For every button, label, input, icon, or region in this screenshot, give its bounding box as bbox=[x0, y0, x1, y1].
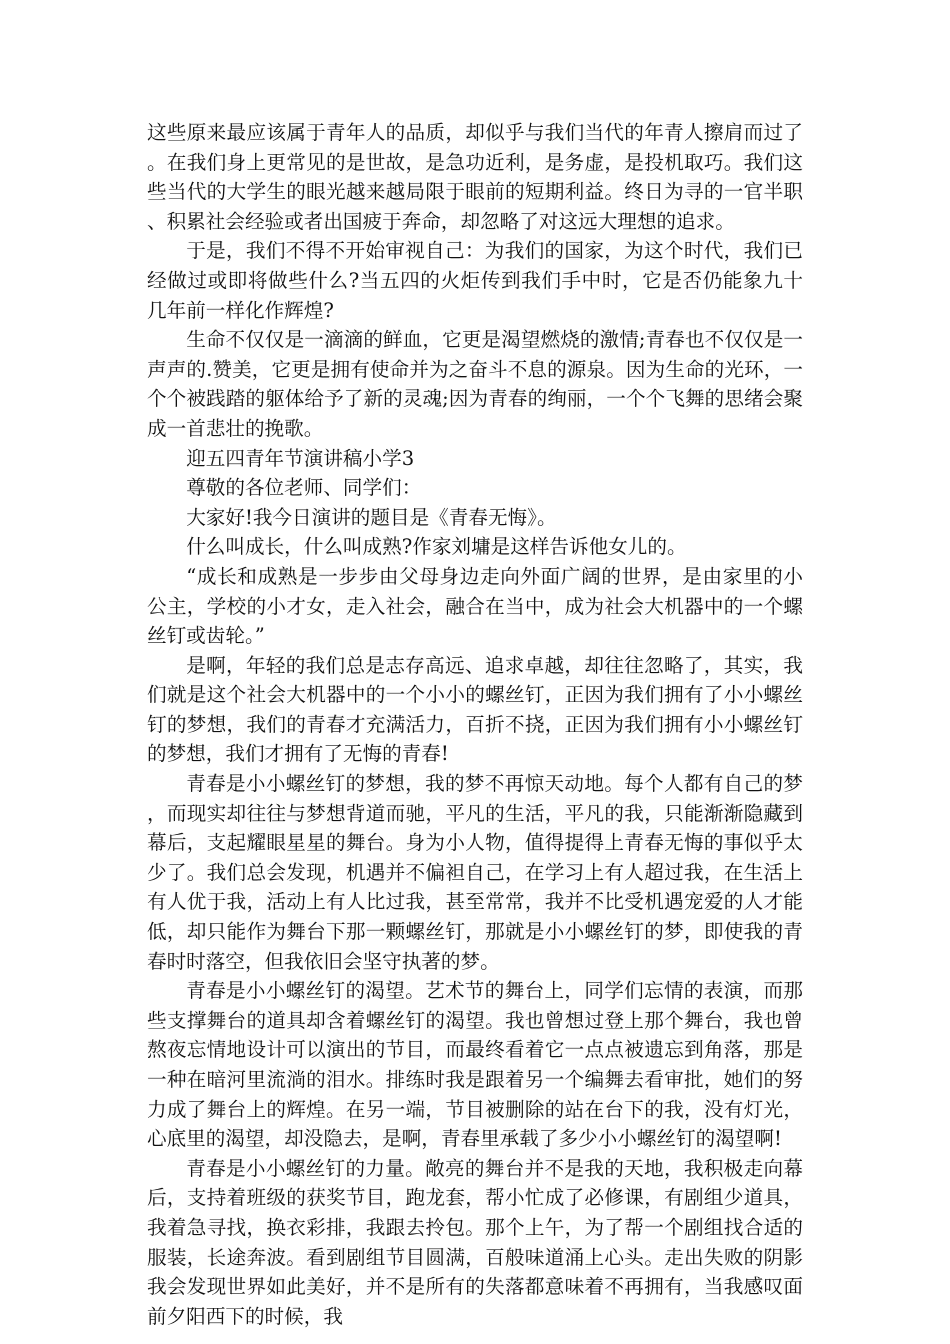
paragraph-3: 生命不仅仅是一滴滴的鲜血，它更是渴望燃烧的激情;青春也不仅仅是一声声的.赞美，它更是拥有使命并为之奋斗不息的源泉。因为生命的光环，一个个被践踏的躯体给予了新的灵魂;因为青春的绚丽，一个个飞舞的思绪会聚成一首悲壮的挽歌。 bbox=[147, 328, 803, 440]
paragraph-10: 青春是小小螺丝钉的梦想，我的梦不再惊天动地。每个人都有自己的梦，而现实却往往与梦想背道而驰，平凡的生活，平凡的我，只能渐渐隐藏到幕后，支起耀眼星星的舞台。身为小人物，值得提得上青春无悔的事似乎太少了。我们总会发现，机遇并不偏袒自己，在学习上有人超过我，在生活上有人优于我，活动上有人比过我，甚至常常，我并不比受机遇宠爱的人才能低，却只能作为舞台下那一颗螺丝钉，那就是小小螺丝钉的梦，即使我的青春时时落空，但我依旧会坚守执著的梦。 bbox=[147, 772, 803, 973]
paragraph-9: 是啊，年轻的我们总是志存高远、追求卓越，却往往忽略了，其实，我们就是这个社会大机器中的一个小小的螺丝钉，正因为我们拥有了小小螺丝钉的梦想，我们的青春才充满活力，百折不挠，正因为我们拥有小小螺丝钉的梦想，我们才拥有了无悔的青春! bbox=[147, 653, 803, 766]
paragraph-11: 青春是小小螺丝钉的渴望。艺术节的舞台上，同学们忘情的表演，而那些支撑舞台的道具却含着螺丝钉的渴望。我也曾想过登上那个舞台，我也曾熬夜忘情地设计可以演出的节目，而最终看着它一点点被遗忘到角落，那是一种在暗河里流淌的泪水。排练时我是跟着另一个编舞去看审批，她们的努力成了舞台上的辉煌。在另一端，节目被删除的站在台下的我，没有灯光，心底里的渴望，却没隐去，是啊，青春里承载了多少小小螺丝钉的渴望啊! bbox=[147, 979, 803, 1151]
quotation: “成长和成熟是一步步由父母身边走向外面广阔的世界，是由家里的小公主，学校的小才女，走入社会，融合在当中，成为社会大机器中的一个螺丝钉或齿轮。” bbox=[147, 564, 803, 648]
paragraph-1: 这些原来最应该属于青年人的品质，却似乎与我们当代的年青人擦肩而过了。在我们身上更常见的是世故，是急功近利，是务虚，是投机取巧。我们这些当代的大学生的眼光越来越局限于眼前的短期利益。终日为寻的一官半职、积累社会经验或者出国疲于奔命，却忽略了对这远大理想的追求。 bbox=[147, 121, 803, 233]
paragraph-7: 什么叫成长，什么叫成熟?作家刘墉是这样告诉他女儿的。 bbox=[186, 535, 687, 559]
paragraph-12: 青春是小小螺丝钉的力量。敞亮的舞台并不是我的天地，我积极走向幕后，支持着班级的获奖节目，跑龙套，帮小忙成了必修课，有剧组少道具，我着急寻找，换衣彩排，我跟去拎包。那个上午，为了帮一个剧组找合适的服装，长途奔波。看到剧组节目圆满，百般味道涌上心头。走出失败的阴影我会发现世界如此美好，并不是所有的失落都意味着不再拥有，当我感叹面前夕阳西下的时候，我 bbox=[147, 1156, 803, 1328]
paragraph-2: 于是，我们不得不开始审视自己：为我们的国家，为这个时代，我们已经做过或即将做些什么?当五四的火炬传到我们手中时，它是否仍能象九十几年前一样化作辉煌? bbox=[147, 239, 803, 322]
salutation: 尊敬的各位老师、同学们： bbox=[186, 476, 422, 500]
greeting: 大家好!我今日演讲的题目是《青春无悔》。 bbox=[186, 505, 557, 529]
section-heading: 迎五四青年节演讲稿小学3 bbox=[186, 446, 415, 470]
document-page bbox=[147, 118, 803, 1331]
